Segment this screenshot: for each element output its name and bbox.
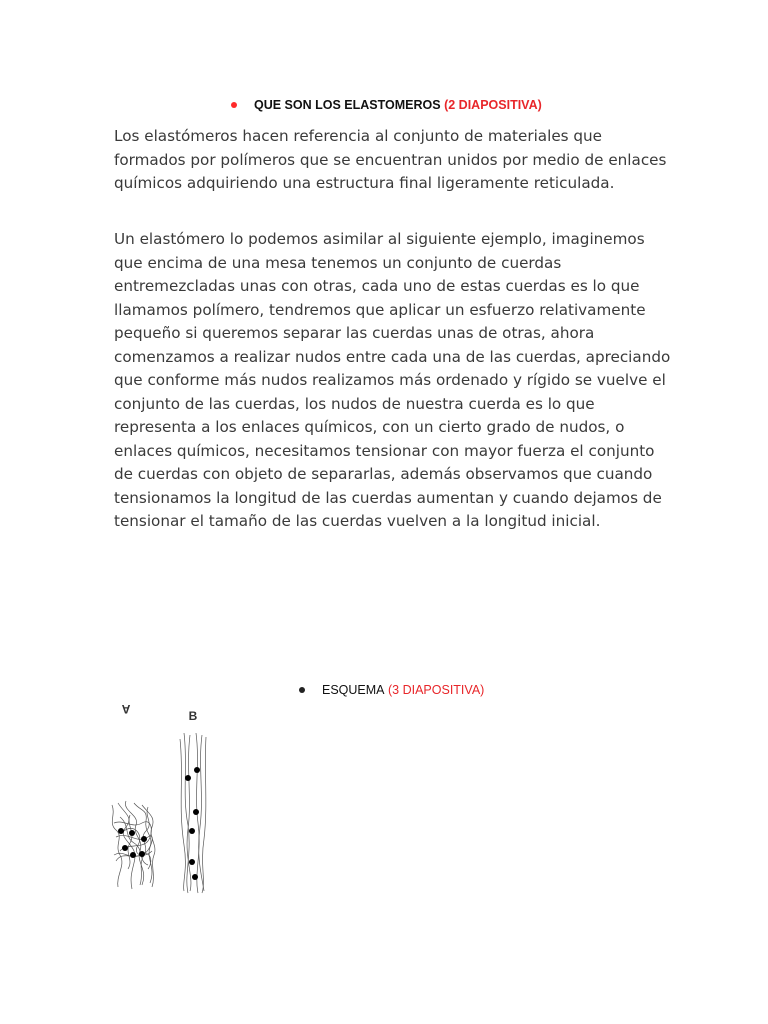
label-a: A (121, 705, 131, 716)
polymer-diagram-svg (104, 705, 224, 895)
stretched-chains (180, 733, 206, 893)
bullet-icon (299, 687, 305, 693)
slide-note: (3 DIAPOSITIVA) (388, 683, 485, 697)
polymer-diagram (104, 705, 224, 895)
section-heading-esquema (299, 683, 484, 697)
label-b: B (188, 709, 198, 723)
paragraph-example: Un elastómero lo podemos asimilar al siguiente ejemplo, imaginemos que encima de una mesa tenemos un conjunto de cuerdas entremezcladas unas con otras, cada uno de estas cuerdas es lo que llamamos polímero, tendremos que aplicar un esfuerzo relativamente pequeño si queremos separar las cuerdas unas de otras, ahora comenzamos a realizar nudos entre cada una de las cuerdas, apreciando que conforme más nudos realizamos más ordenado y rígido se vuelve el conjunto de las cuerdas, los nudos de nuestra cuerda es lo que representa a los enlaces químicos, con un cierto grado de nudos, o enlaces químicos, necesitamos tensionar con mayor fuerza el conjunto de cuerdas con objeto de separarlas, además observamos que cuando tensionamos la longitud de las cuerdas aumentan y cuando dejamos de tensionar el tamaño de las cuerdas vuelven a la longitud inicial. (114, 230, 671, 530)
paragraph-definition: Los elastómeros hacen referencia al conjunto de materiales que formados por polímeros que se encuentran unidos por medio de enlaces químicos adquiriendo una estructura final ligeramente reticulada. (114, 127, 667, 192)
slide-note: (2 DIAPOSITIVA) (444, 98, 542, 112)
tangled-chains (112, 801, 155, 889)
heading-text: QUE SON LOS ELASTOMEROS (254, 98, 441, 112)
heading-text: ESQUEMA (322, 683, 385, 697)
section-heading-elastomeros (231, 98, 542, 112)
bullet-icon (231, 102, 237, 108)
